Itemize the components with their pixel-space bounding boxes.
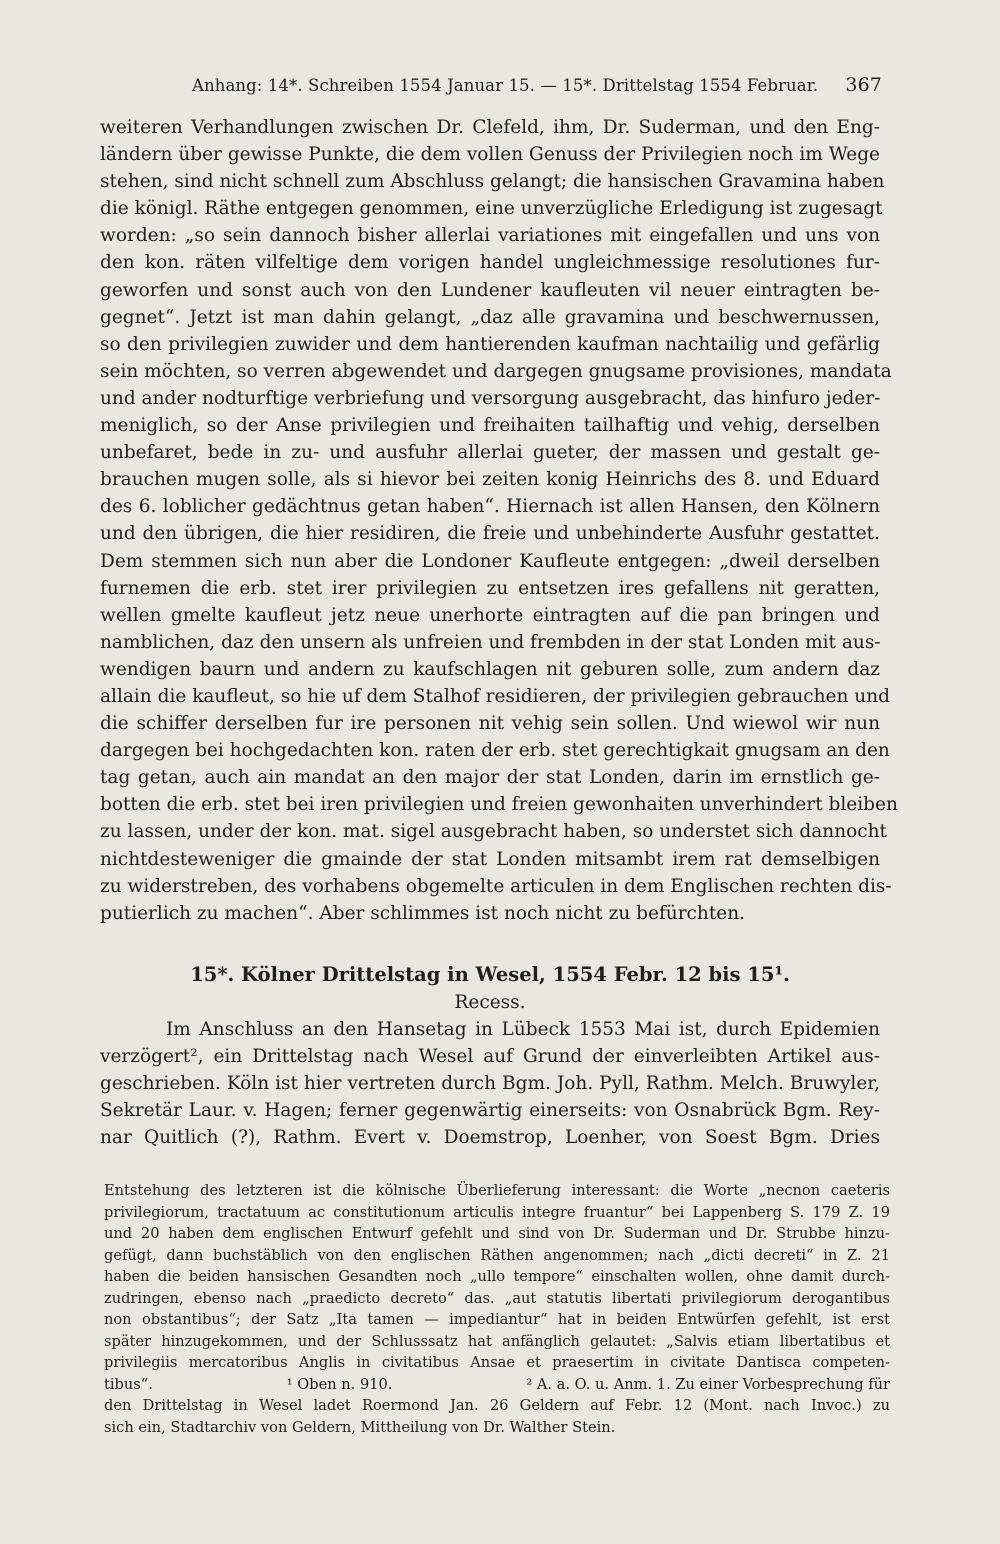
note-line: zudringen, ebenso nach „praedicto decreto“ das. „aut statutis libertati privilegiorum derogantibus [104, 1289, 890, 1307]
text-line: botten die erb. stet bei iren privilegien und freien gewonhaiten unverhindert bleiben [100, 794, 898, 816]
text-line: meniglich, so der Anse privilegien und freihaiten tailhaftig und vehig, derselben [100, 415, 880, 437]
text-line: wendigen baurn und andern zu kaufschlagen nit geburen solle, zum andern daz [100, 658, 880, 680]
text-line: worden: „so sein dannoch bisher allerlai variationes mit eingefallen und uns von [100, 225, 880, 247]
text-line: Im Anschluss an den Hansetag in Lübeck 1553 Mai ist, durch Epidemien [166, 1019, 880, 1040]
text-line: unbefaret, bede in zu- und ausfuhr allerlai gueter, der massen und gestalt ge- [100, 442, 880, 464]
text-line: zu lassen, under der kon. mat. sigel ausgebracht haben, so understet sich dannocht [100, 821, 887, 843]
page-number: 367 [845, 74, 882, 96]
text-line: zu widerstreben, des vorhabens obgemelte articulen in dem Englischen rechten dis- [100, 875, 892, 897]
running-head: Anhang: 14*. Schreiben 1554 Januar 15. — 15*. Drittelstag 1554 Februar. [192, 76, 819, 95]
footnote-2: ² A. a. O. u. Anm. 1. Zu einer Vorbesprechung für [526, 1375, 890, 1393]
text-line: nar Quitlich (?), Rathm. Evert v. Doemstrop, Loenher, von Soest Bgm. Dries [100, 1127, 880, 1149]
text-line: Dem stemmen sich nun aber die Londoner Kaufleute entgegen: „dweil derselben [100, 550, 880, 572]
text-line: ländern über gewisse Punkte, die dem vollen Genuss der Privilegien noch im Wege [100, 144, 880, 166]
text-line: namblichen, daz den unsern als unfreien und frembden in der stat Londen mit aus- [100, 631, 881, 653]
note-line-end: tibus“. [104, 1375, 153, 1393]
page-header [100, 72, 880, 102]
footnote-1: ¹ Oben n. 910. [286, 1375, 393, 1393]
text-line: sein möchten, so verren abgewendet und dargegen gnugsame provisiones, mandata [100, 360, 892, 382]
note-line: non obstantibus“; der Satz „Ita tamen — impediantur“ hat in beiden Entwürfen gefehlt, ist erst [104, 1311, 890, 1328]
footnotes [104, 1180, 890, 1438]
text-line: furnemen die erb. stet irer privilegien zu entsetzen ires gefallens nit geratten, [100, 577, 880, 599]
note-line: gefügt, dann buchstäblich von den englischen Räthen angenommen; nach „dicti decreti“ in Z. 21 [104, 1246, 890, 1264]
recess-text [100, 1016, 880, 1151]
text-line: geworfen und sonst auch von den Lundener kaufleuten vil neuer eintragten be- [100, 279, 880, 301]
section-heading: 15*. Kölner Drittelstag in Wesel, 1554 Febr. 12 bis 15¹. [190, 963, 790, 986]
text-line: und ander nodturftige verbriefung und versorgung ausgebracht, das hinfuro jeder- [100, 387, 881, 409]
text-line: und den übrigen, die hier residiren, die freie und unbehinderte Ausfuhr gestattet. [100, 523, 880, 545]
text-line: Sekretär Laur. v. Hagen; ferner gegenwärtig einerseits: von Osnabrück Bgm. Rey- [100, 1100, 880, 1122]
note-line: den Drittelstag in Wesel ladet Roermond Jan. 26 Geldern auf Febr. 12 (Mont. nach Invoc.) zu [104, 1397, 890, 1414]
footnote-row [104, 1374, 890, 1396]
note-line: privilegiis mercatoribus Anglis in civitatibus Ansae et praesertim in civitate Dantisca competen- [104, 1354, 890, 1371]
text-line: die königl. Räthe entgegen genommen, eine unverzügliche Erledigung ist zugesagt [100, 198, 883, 220]
text-line: die schiffer derselben fur ire personen nit vehig sein sollen. Und wiewol wir nun [100, 713, 880, 735]
text-line: so den privilegien zuwider und dem hantierenden kaufman nachtailig und gefärlig [100, 333, 880, 355]
text-line: geschrieben. Köln ist hier vertreten durch Bgm. Joh. Pyll, Rathm. Melch. Bruwyler, [100, 1073, 880, 1095]
section-heading-block [100, 960, 880, 1016]
text-line: weiteren Verhandlungen zwischen Dr. Clefeld, ihm, Dr. Suderman, und den Eng- [100, 117, 880, 138]
text-line: tag getan, auch ain mandat an den major der stat Londen, darin im ernstlich ge- [100, 767, 880, 789]
note-line: Entstehung des letzteren ist die kölnische Überlieferung interessant: die Worte „necnon caeteris [104, 1182, 890, 1199]
text-line: verzögert², ein Drittelstag nach Wesel auf Grund der einverleibten Artikel aus- [100, 1046, 880, 1068]
note-line: haben die beiden hansischen Gesandten noch „ullo tempore“ einschalten wollen, ohne damit durch- [104, 1268, 890, 1285]
text-line: dargegen bei hochgedachten kon. raten der erb. stet gerechtigkait gnugsam an den [100, 740, 890, 762]
text-line: des 6. loblicher gedächtnus getan haben“. Hiernach ist allen Hansen, den Kölnern [100, 496, 880, 518]
section-subheading: Recess. [454, 992, 526, 1013]
body-text [100, 114, 898, 927]
note-line: später hinzugekommen, und der Schlusssatz hat anfänglich gelautet: „Salvis etiam libertatibus et [104, 1332, 890, 1350]
note-line: sich ein, Stadtarchiv von Geldern, Mittheilung von Dr. Walther Stein. [104, 1418, 616, 1436]
text-line: putierlich zu machen“. Aber schlimmes ist noch nicht zu befürchten. [100, 902, 745, 924]
text-line: nichtdesteweniger die gmainde der stat Londen mitsambt irem rat demselbigen [100, 848, 880, 870]
text-line: allain die kaufleut, so hie uf dem Stalhof residieren, der privilegien gebrauchen und [100, 685, 890, 707]
note-line: und 20 haben dem englischen Entwurf gefehlt und sind von Dr. Suderman und Dr. Strubbe hinzu- [104, 1225, 890, 1242]
text-line: gegnet“. Jetzt ist man dahin gelangt, „daz alle gravamina und beschwernussen, [100, 306, 880, 328]
text-line: brauchen mugen solle, als si hievor bei zeiten konig Heinrichs des 8. und Eduard [100, 469, 880, 491]
text-line: den kon. räten vilfeltige dem vorigen handel ungleichmessige resolutiones fur- [100, 252, 880, 274]
text-line: stehen, sind nicht schnell zum Abschluss gelangt; die hansischen Gravamina haben [100, 171, 885, 193]
text-line: wellen gmelte kaufleut jetz neue unerhorte eintragten auf die pan bringen und [100, 604, 880, 626]
note-line: privilegiorum, tractatuum ac constitutionum articulis integre fruantur“ bei Lappenberg S. 179 Z. 19 [104, 1203, 890, 1221]
